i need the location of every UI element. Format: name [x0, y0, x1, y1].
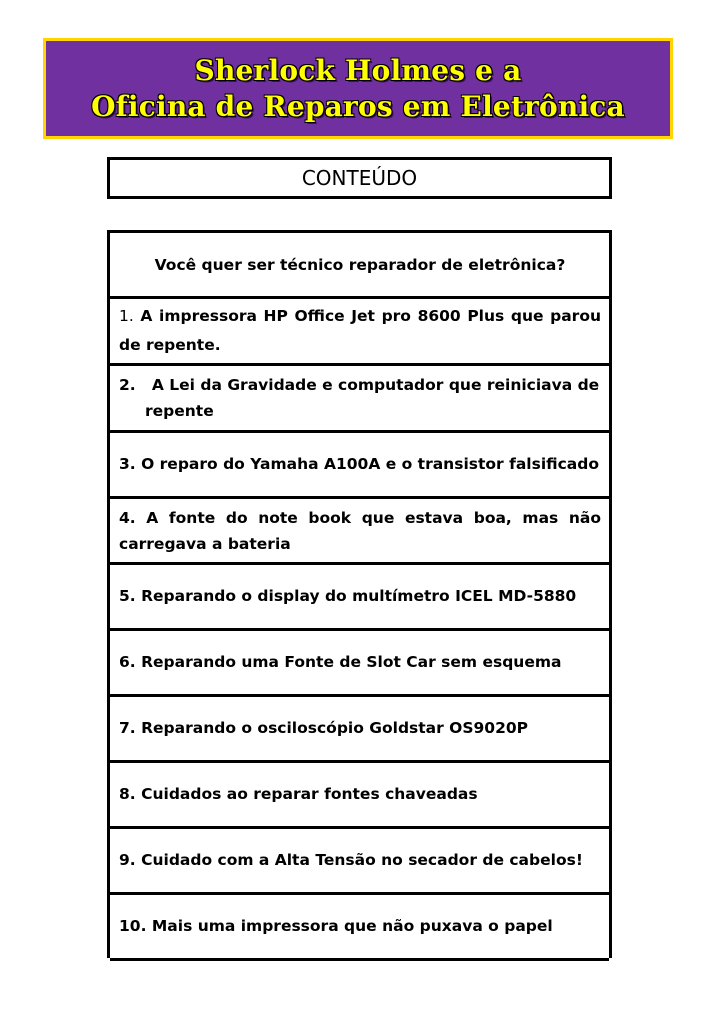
toc-item: [110, 697, 609, 763]
toc-item-title: Reparando o osciloscópio Goldstar OS9020P: [141, 719, 529, 737]
toc-item: [110, 829, 609, 895]
toc-item-title: Mais uma impressora que não puxava o papel: [151, 917, 553, 935]
toc-item-title: O reparo do Yamaha A100A e o transistor falsificado: [141, 455, 600, 473]
toc-item-title: A impressora HP Office Jet pro 8600 Plus que parou de repente.: [119, 307, 601, 354]
toc-item: [110, 433, 609, 499]
toc-item-number: 4.: [119, 508, 136, 527]
banner-title-line-2: Oficina de Reparos em Eletrônica: [91, 89, 625, 123]
toc-item-number: 8.: [119, 785, 136, 803]
toc-item-title: Reparando uma Fonte de Slot Car sem esquema: [141, 653, 562, 671]
toc-item-title: A fonte do note book que estava boa, mas não carregava a bateria: [119, 508, 601, 553]
toc-item-number: 1.: [119, 307, 134, 325]
toc-item-number: 2.: [119, 376, 136, 394]
toc-item-title: Cuidados ao reparar fontes chaveadas: [141, 785, 478, 803]
toc-item-number: 10.: [119, 917, 147, 935]
toc-item-number: 3.: [119, 455, 136, 473]
toc-item: [110, 565, 609, 631]
toc-item: [110, 631, 609, 697]
toc-item-title: Reparando o display do multímetro ICEL MD-5880: [141, 587, 577, 605]
toc-item: [110, 499, 609, 565]
toc-item-number: 7.: [119, 719, 136, 737]
toc-item-number: 5.: [119, 587, 136, 605]
toc-item-number: 6.: [119, 653, 136, 671]
toc-item-title: Cuidado com a Alta Tensão no secador de cabelos!: [141, 851, 583, 869]
contents-heading: CONTEÚDO: [107, 157, 612, 199]
toc-item: [110, 299, 609, 366]
toc-item: [110, 763, 609, 829]
banner-title-line-1: Sherlock Holmes e a: [194, 53, 522, 87]
toc-item: [110, 895, 609, 961]
title-banner: [43, 38, 673, 139]
toc-item: [110, 366, 609, 433]
table-of-contents: [107, 230, 612, 958]
toc-item-number: 9.: [119, 851, 136, 869]
toc-item-title: A Lei da Gravidade e computador que reiniciava de repente: [145, 376, 600, 420]
toc-intro-row: [110, 233, 609, 299]
toc-intro-text: Você quer ser técnico reparador de eletrônica?: [154, 255, 566, 274]
